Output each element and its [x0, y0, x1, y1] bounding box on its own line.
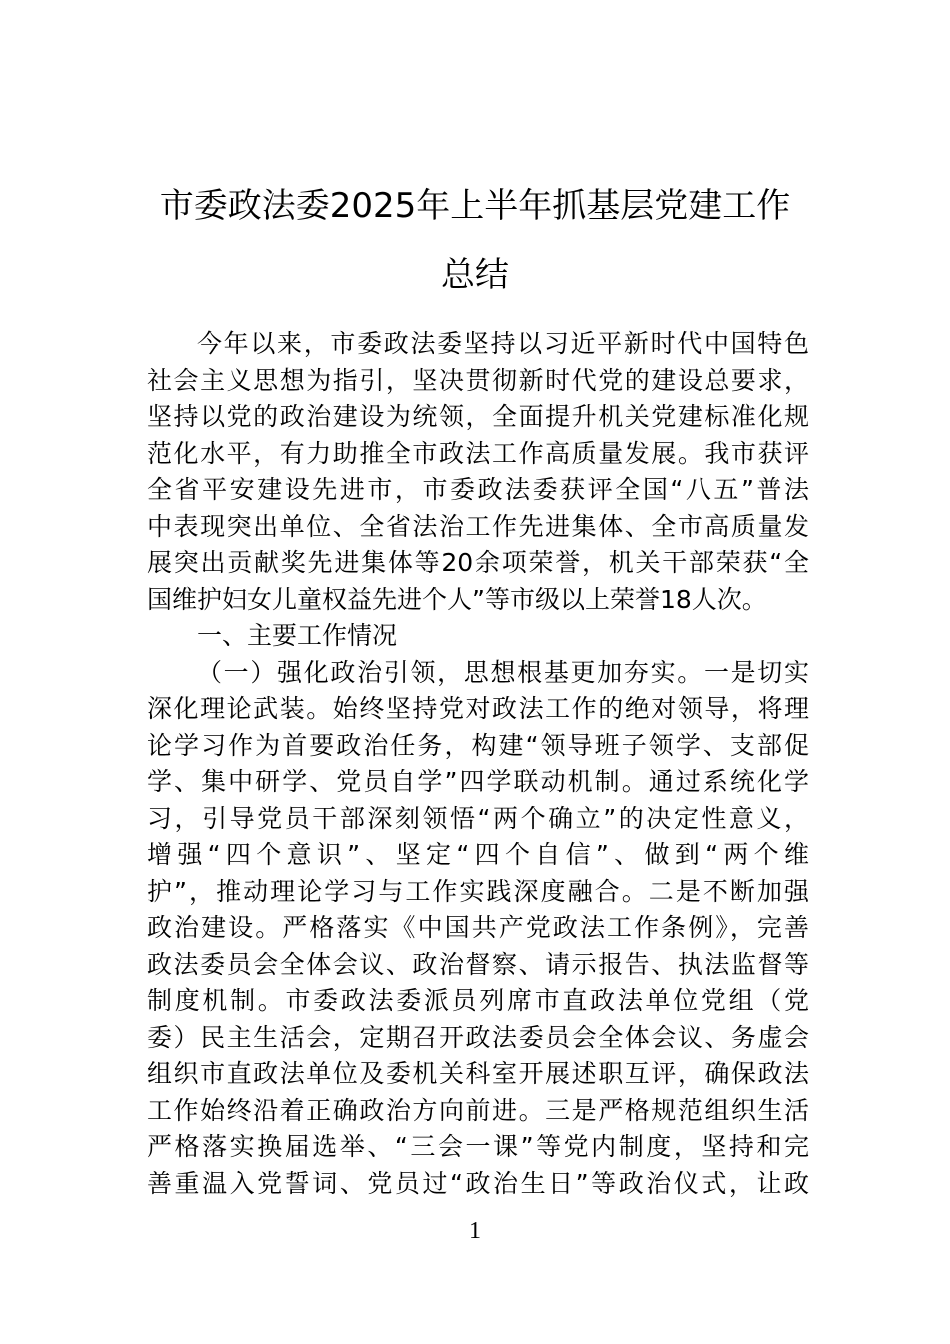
document-title-line-1: 市委政法委2025年上半年抓基层党建工作 [159, 186, 791, 226]
page-number: 1 [469, 1218, 481, 1244]
text-line: 护”，推动理论学习与工作实践深度融合。二是不断加强 [147, 876, 809, 906]
text-line: 论学习作为首要政治任务，构建“领导班子领学、支部促 [147, 730, 809, 760]
text-line: 习，引导党员干部深刻领悟“两个确立”的决定性意义， [147, 803, 809, 833]
text-line: 增强“四个意识”、坚定“四个自信”、做到“两个维 [147, 840, 809, 869]
text-line: 工作始终沿着正确政治方向前进。三是严格规范组织生活 [147, 1095, 809, 1125]
text-line: 委）民主生活会，定期召开政法委员会全体会议、务虚会 [147, 1022, 809, 1052]
text-line: 国维护妇女儿童权益先进个人”等市级以上荣誉18人次。 [147, 584, 767, 614]
text-line: 展突出贡献奖先进集体等20余项荣誉，机关干部荣获“全 [147, 548, 809, 577]
document-body [147, 326, 809, 1202]
text-line: 政治建设。严格落实《中国共产党政法工作条例》，完善 [147, 913, 809, 942]
text-line: （一）强化政治引领，思想根基更加夯实。一是切实 [197, 657, 809, 687]
text-line: 善重温入党誓词、党员过“政治生日”等政治仪式，让政 [147, 1168, 809, 1198]
text-line: 坚持以党的政治建设为统领，全面提升机关党建标准化规 [147, 402, 809, 431]
paragraph [147, 326, 809, 618]
paragraph [147, 618, 809, 655]
text-line: 范化水平，有力助推全市政法工作高质量发展。我市获评 [147, 438, 809, 468]
document-title-line-2: 总结 [441, 255, 509, 295]
text-line: 学、集中研学、党员自学”四学联动机制。通过系统化学 [147, 767, 809, 796]
text-line: 社会主义思想为指引，坚决贯彻新时代党的建设总要求， [147, 365, 809, 395]
text-line: 全省平安建设先进市，市委政法委获评全国“八五”普法 [147, 475, 809, 504]
paragraph [147, 655, 809, 1203]
text-line: 制度机制。市委政法委派员列席市直政法单位党组（党 [147, 986, 809, 1015]
text-line: 严格落实换届选举、“三会一课”等党内制度，坚持和完 [147, 1132, 809, 1161]
text-line: 中表现突出单位、全省法治工作先进集体、全市高质量发 [147, 511, 809, 541]
text-line: 深化理论武装。始终坚持党对政法工作的绝对领导，将理 [147, 694, 809, 723]
text-line: 政法委员会全体会议、政治督察、请示报告、执法监督等 [147, 949, 809, 979]
text-line: 一、主要工作情况 [197, 621, 398, 650]
text-line: 今年以来，市委政法委坚持以习近平新时代中国特色 [197, 329, 809, 358]
text-line: 组织市直政法单位及委机关科室开展述职互评，确保政法 [147, 1059, 809, 1088]
